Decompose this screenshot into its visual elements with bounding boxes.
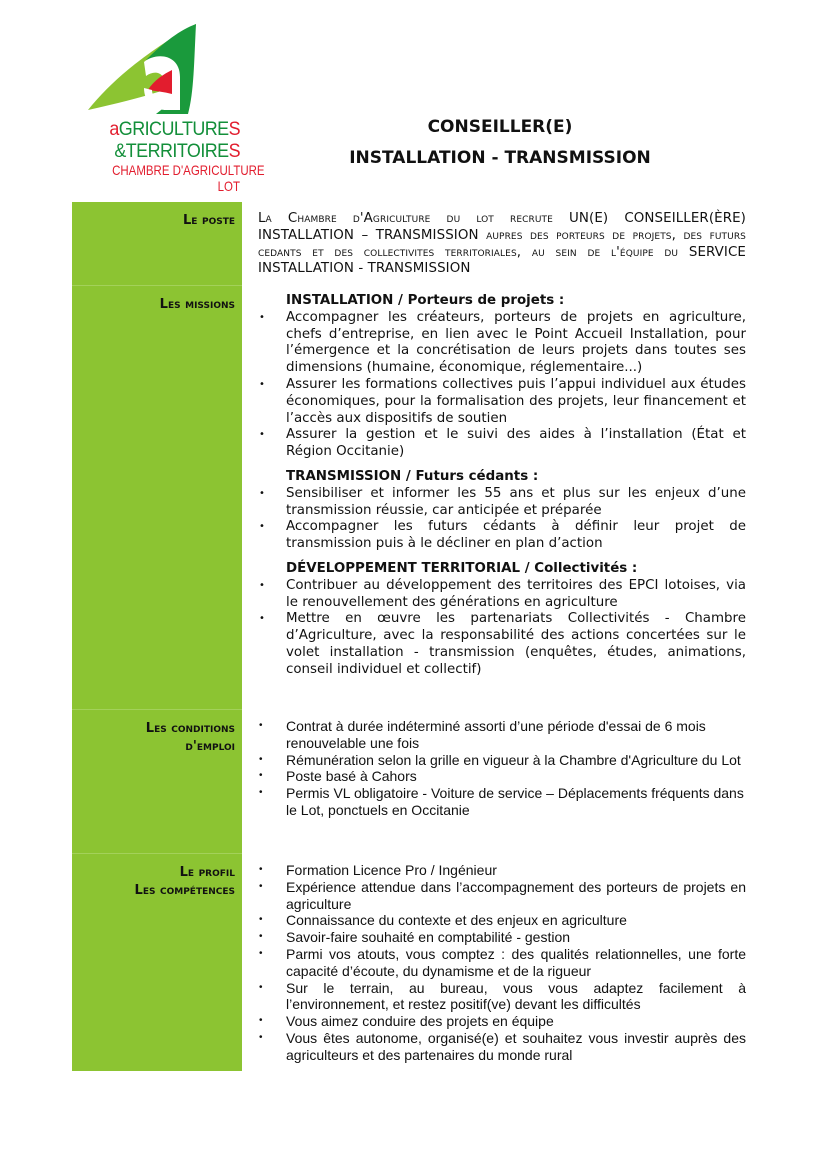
list-item: • Rémunération selon la grille en vigueur à la Chambre d'Agriculture du Lot: [258, 752, 746, 769]
list-item: • Contrat à durée indéterminé assorti d’une période d'essai de 6 mois renouvelable une fois: [258, 718, 746, 752]
section-missions-label: Les missions: [159, 297, 235, 312]
missions-group-territorial: [258, 561, 746, 679]
section-conditions-label: [146, 720, 235, 756]
section-missions-sidebar: [72, 285, 242, 709]
title-line-1: CONSEILLER(E): [427, 117, 573, 137]
list-item: • Assurer les formations collectives puis l’appui individuel aux études économiques, pour la formalisation des projets, leur financement et l’accès aux dispositifs de soutien: [258, 377, 746, 427]
list-item: • Permis VL obligatoire - Voiture de service – Déplacements fréquents dans le Lot, ponctuels en Occitanie: [258, 785, 746, 819]
missions-group-heading: TRANSMISSION / Futurs cédants :: [286, 468, 539, 484]
missions-group-heading: INSTALLATION / Porteurs de projets :: [286, 293, 565, 308]
list-item: • Sensibiliser et informer les 55 ans et plus sur les enjeux d’une transmission réussie, car anticipée et préparée: [258, 486, 746, 520]
chambre-agriculture-logo: [84, 22, 265, 200]
poste-description: La Chambre d'Agriculture du lot recrute UN(E) CONSEILLER(ÈRE) INSTALLATION – TRANSMISSION aupres des porteurs de projets, des futurs cedants et des collectivites territoriales, au sein de l'équipe du SERVICE INSTALLATION - TRANSMISSION: [258, 211, 746, 277]
list-item: • Vous êtes autonome, organisé(e) et souhaitez vous investir auprès des agriculteurs et des partenaires du monde rural: [258, 1030, 746, 1064]
list-item: • Assurer la gestion et le suivi des aides à l’installation (État et Région Occitanie): [258, 427, 746, 461]
section-profil-label: [135, 864, 235, 900]
list-item: • Connaissance du contexte et des enjeux en agriculture: [258, 912, 746, 929]
section-poste-label: Le poste: [183, 213, 235, 228]
list-item: • Savoir-faire souhaité en comptabilité - gestion: [258, 929, 746, 946]
logo-line-chambre: CHAMBRE D'AGRICULTURE: [112, 162, 265, 178]
section-poste-sidebar: [72, 202, 242, 285]
label-line-2: d'emploi: [185, 739, 235, 754]
list-item: • Mettre en œuvre les partenariats Collectivités - Chambre d’Agriculture, avec la responsabilité des actions concertées sur le volet installation - transmission (enquêtes, études, animations, conseil individuel et collectif): [258, 611, 746, 678]
label-line-1: Les conditions: [145, 721, 235, 736]
logo-a-emblem-icon: [84, 22, 204, 114]
section-conditions: [72, 709, 752, 853]
list-item: • Accompagner les créateurs, porteurs de projets en agriculture, chefs d’entreprise, en lien avec le Point Accueil Installation, pour l’émergence et la concrétisation de leurs projets dans toutes ses dimensions (humaine, économique, réglementaire...): [258, 310, 746, 377]
section-poste: [72, 202, 752, 285]
missions-group-transmission: [258, 469, 746, 553]
title-line-2: INSTALLATION - TRANSMISSION: [349, 148, 651, 168]
list-item: • Vous aimez conduire des projets en équipe: [258, 1013, 746, 1030]
list-item: • Accompagner les futurs cédants à définir leur projet de transmission puis à le décliner en plan d’action: [258, 519, 746, 553]
section-missions: [72, 285, 752, 709]
list-item: • Expérience attendue dans l’accompagnement des porteurs de projets en agriculture: [258, 879, 746, 913]
list-item: • Sur le terrain, au bureau, vous vous adaptez facilement à l’environnement, et restez positif(ve) devant les difficultés: [258, 980, 746, 1014]
logo-line-territoires: &TERRITOIRES: [114, 140, 240, 162]
list-item: • Poste basé à Cahors: [258, 768, 746, 785]
conditions-content: [258, 718, 746, 819]
label-line-2: Les compétences: [134, 883, 235, 898]
list-item: • Parmi vos atouts, vous comptez : des qualités relationnelles, une forte capacité d’écoute, du dynamisme et de la rigueur: [258, 946, 746, 980]
list-item: • Formation Licence Pro / Ingénieur: [258, 862, 746, 879]
section-conditions-sidebar: [72, 709, 242, 853]
label-line-1: Le profil: [179, 865, 235, 880]
page-title: [250, 112, 750, 174]
missions-group-heading: DÉVELOPPEMENT TERRITORIAL / Collectivités :: [286, 560, 638, 576]
logo-line-agricultures: aGRICULTURES: [109, 118, 240, 140]
logo-line-lot: LOT: [217, 178, 240, 194]
missions-content: [258, 293, 746, 687]
section-profil-sidebar: [72, 853, 242, 1071]
section-profil: [72, 853, 752, 1071]
profil-content: [258, 862, 746, 1064]
list-item: • Contribuer au développement des territoires des EPCI lotoises, via le renouvellement des générations en agriculture: [258, 578, 746, 612]
missions-group-installation: [258, 293, 746, 461]
